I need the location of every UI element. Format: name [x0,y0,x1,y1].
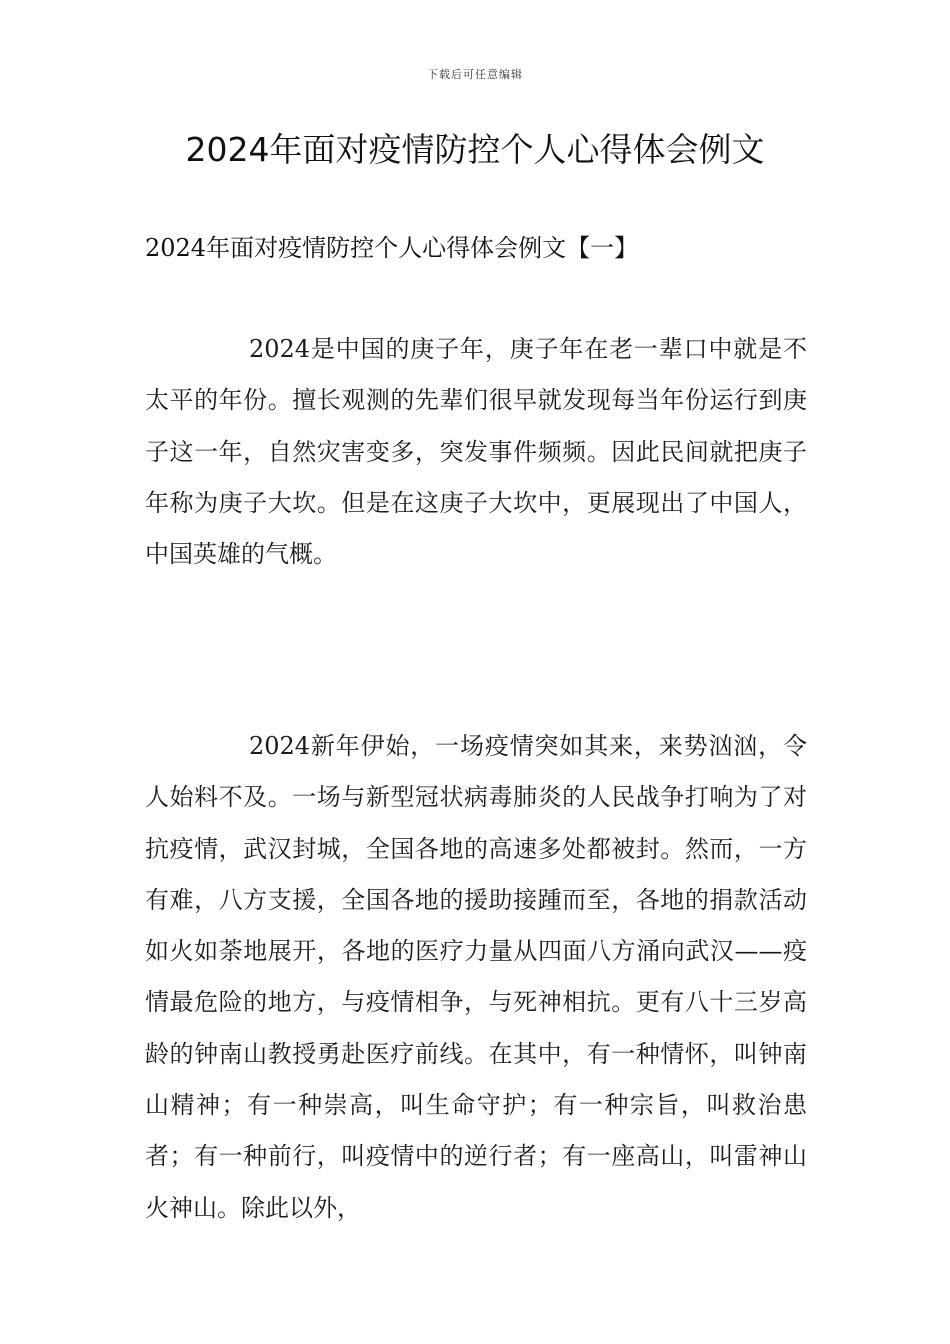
paragraph: 2024是中国的庚子年，庚子年在老一辈口中就是不太平的年份。擅长观测的先辈们很早就发现每当年份运行到庚子这一年，自然灾害变多，突发事件频频。因此民间就把庚子年称为庚子大坎。但是在这庚子大坎中，更展现出了中国人，中国英雄的气概。 [145,335,807,569]
section-heading: 2024年面对疫情防控个人心得体会例文【一】 [145,234,639,262]
document-title: 2024年面对疫情防控个人心得体会例文 [185,130,765,169]
header-note: 下载后可任意编辑 [427,68,523,81]
paragraph: 2024新年伊始，一场疫情突如其来，来势汹汹，令人始料不及。一场与新型冠状病毒肺炎的人民战争打响为了对抗疫情，武汉封城，全国各地的高速多处都被封。然而，一方有难，八方支援，全国各地的援助接踵而至，各地的捐款活动如火如荼地展开，各地的医疗力量从四面八方涌向武汉——疫情最危险的地方，与疫情相争，与死神相抗。更有八十三岁高龄的钟南山教授勇赴医疗前线。在其中，有一种情怀，叫钟南山精神；有一种崇高，叫生命守护；有一种宗旨，叫救治患者；有一种前行，叫疫情中的逆行者；有一座高山，叫雷神山火神山。除此以外， [145,732,807,1222]
